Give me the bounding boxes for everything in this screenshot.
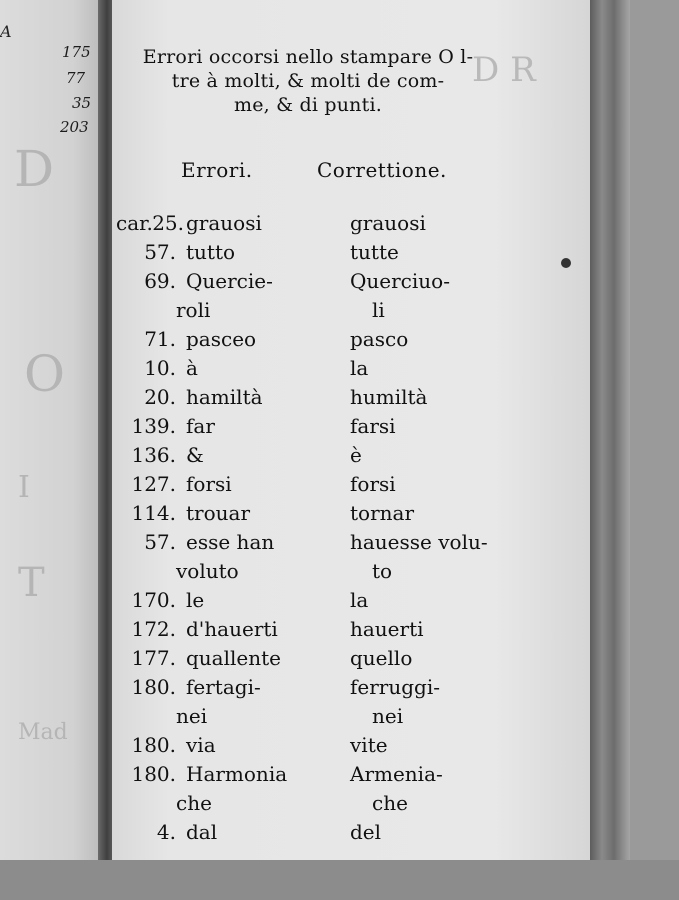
correction-text: la: [350, 356, 369, 380]
page-number: 20.: [144, 385, 176, 409]
error-text: grauosi: [186, 211, 262, 235]
error-text: esse han: [186, 530, 275, 554]
errata-row: [0, 472, 679, 500]
errata-row: [0, 240, 679, 268]
errata-row: [0, 269, 679, 297]
page-number: 180.: [131, 675, 176, 699]
page-number: 172.: [131, 617, 176, 641]
errata-row: [0, 559, 679, 587]
correction-text: tutte: [350, 240, 399, 264]
error-text: d'hauerti: [186, 617, 278, 641]
page-number: 25.: [152, 211, 184, 235]
correction-text: la: [350, 588, 369, 612]
error-text: voluto: [176, 559, 239, 583]
page-number: 180.: [131, 762, 176, 786]
error-text: fertagi-: [186, 675, 261, 699]
error-text: tutto: [186, 240, 236, 264]
correction-text: pasco: [350, 327, 409, 351]
page-number: 127.: [131, 472, 176, 496]
page-number: 177.: [131, 646, 176, 670]
correction-text: Armenia-: [350, 762, 443, 786]
error-text: che: [176, 791, 212, 815]
error-text: pasceo: [186, 327, 257, 351]
correction-text: to: [372, 559, 393, 583]
error-text: trouar: [186, 501, 251, 525]
error-text: forsi: [186, 472, 232, 496]
correction-text: hauesse volu-: [350, 530, 488, 554]
error-text: Harmonia: [186, 762, 288, 786]
correction-text: tornar: [350, 501, 415, 525]
correction-text: nei: [372, 704, 404, 728]
errata-row: [0, 588, 679, 616]
correction-text: grauosi: [350, 211, 426, 235]
errata-row: [0, 356, 679, 384]
correction-text: che: [372, 791, 408, 815]
errata-row: [0, 211, 679, 239]
left-page-letter-t: T: [18, 560, 45, 606]
correction-text: farsi: [350, 414, 396, 438]
errata-row: [0, 298, 679, 326]
errors-column-header: Errori.: [181, 158, 253, 182]
marginal-number: 77: [66, 69, 86, 87]
page-number: 10.: [144, 356, 176, 380]
errata-row: [0, 501, 679, 529]
page-number: 136.: [131, 443, 176, 467]
error-text: à: [186, 356, 198, 380]
error-text: far: [186, 414, 215, 438]
error-text: quallente: [186, 646, 281, 670]
marginal-number: 35: [72, 94, 92, 112]
left-page-letter-o: O: [24, 345, 65, 403]
errata-heading: [118, 45, 498, 117]
heading-line: tre à molti, & molti de com-: [171, 70, 445, 92]
backdrop: [0, 860, 679, 900]
page-number: 57.: [144, 240, 176, 264]
errata-row: [0, 704, 679, 732]
page-number: 170.: [131, 588, 176, 612]
errata-row: [0, 675, 679, 703]
page-number: 4.: [156, 820, 176, 844]
error-text: dal: [186, 820, 218, 844]
errata-row: [0, 327, 679, 355]
errata-row: [0, 820, 679, 848]
corner-letter: A: [0, 22, 12, 41]
error-text: roli: [176, 298, 211, 322]
left-page-letter-i: I: [18, 470, 30, 505]
page-prefix: car.: [116, 211, 153, 235]
error-text: hamiltà: [186, 385, 263, 409]
errata-row: [0, 733, 679, 761]
left-page-letter-d: D: [14, 140, 55, 198]
error-text: le: [186, 588, 205, 612]
correction-text: li: [372, 298, 385, 322]
heading-line: me, & di punti.: [234, 94, 382, 116]
error-text: Quercie-: [186, 269, 273, 293]
errata-row: [0, 443, 679, 471]
left-page-smudge: Mad: [18, 720, 68, 745]
errata-row: [0, 791, 679, 819]
correction-text: hauerti: [350, 617, 424, 641]
errata-row: [0, 646, 679, 674]
bleed-through-text: D R: [472, 50, 536, 90]
correction-text: humiltà: [350, 385, 428, 409]
error-text: &: [186, 443, 204, 467]
page-number: 69.: [144, 269, 176, 293]
page-number: 139.: [131, 414, 176, 438]
errata-row: [0, 385, 679, 413]
page-number: 180.: [131, 733, 176, 757]
correction-text: forsi: [350, 472, 396, 496]
page-number: 57.: [144, 530, 176, 554]
page-number: 71.: [144, 327, 176, 351]
correction-text: quello: [350, 646, 413, 670]
errata-row: [0, 762, 679, 790]
correction-text: è: [350, 443, 362, 467]
error-text: via: [186, 733, 216, 757]
marginal-number: 203: [60, 118, 89, 136]
errata-row: [0, 530, 679, 558]
correction-text: ferruggi-: [350, 675, 440, 699]
corrections-column-header: Correttione.: [317, 158, 447, 182]
errata-row: [0, 414, 679, 442]
correction-text: Querciuo-: [350, 269, 450, 293]
errata-row: [0, 617, 679, 645]
correction-text: vite: [350, 733, 388, 757]
marginal-number: 175: [62, 43, 91, 61]
heading-line: Errori occorsi nello stampare O l-: [142, 46, 474, 68]
page-number: 114.: [131, 501, 176, 525]
error-text: nei: [176, 704, 208, 728]
correction-text: del: [350, 820, 382, 844]
